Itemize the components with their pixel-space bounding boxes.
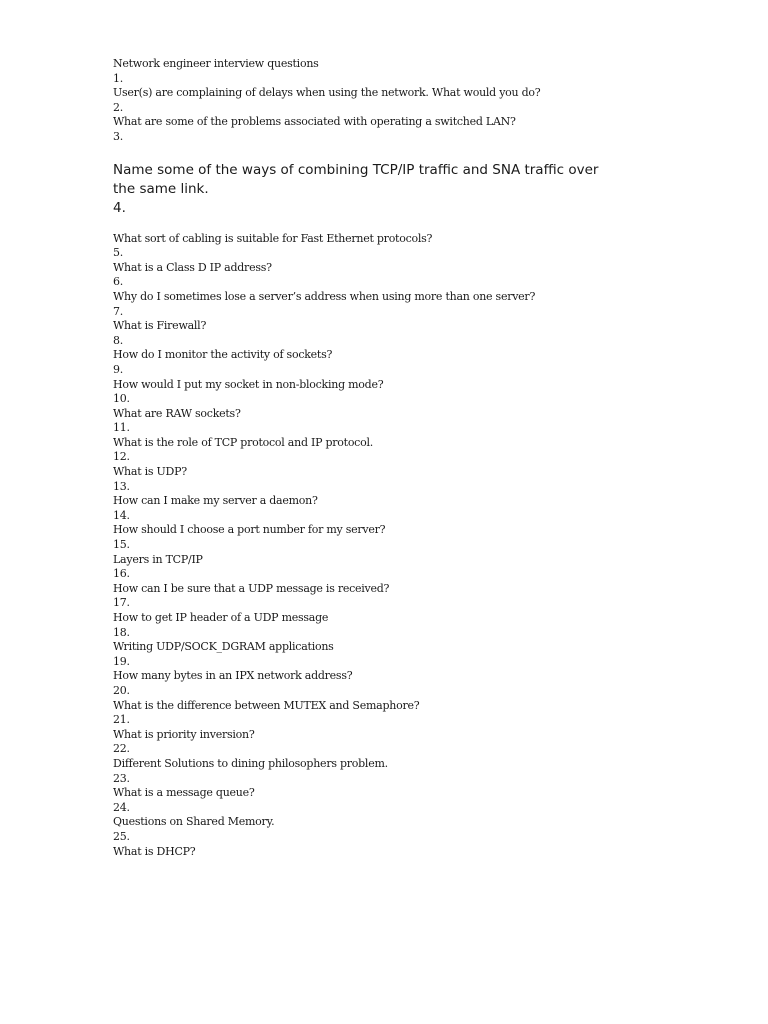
question-text: What is UDP?: [113, 465, 187, 479]
question-text: How should I choose a port number for my server?: [113, 523, 386, 537]
question-text: Why do I sometimes lose a server’s address when using more than one server?: [113, 289, 536, 303]
question-number: 11.: [113, 421, 130, 435]
question-text: Writing UDP/SOCK_DGRAM applications: [113, 640, 334, 654]
question-number: 13.: [113, 479, 130, 493]
question-text: User(s) are complaining of delays when using the network. What would you do?: [113, 86, 541, 100]
question-number: 10.: [113, 392, 130, 406]
question-text: What is a Class D IP address?: [113, 260, 272, 274]
question-number: 8.: [113, 333, 123, 347]
question-number: 22.: [113, 742, 130, 756]
question-number: 19.: [113, 654, 130, 668]
question-text: How can I make my server a daemon?: [113, 494, 318, 508]
document-title: Network engineer interview questions: [113, 57, 319, 70]
question-number: 1.: [113, 71, 123, 85]
highlighted-next-number: 4.: [113, 199, 126, 216]
question-text: What is a message queue?: [113, 786, 255, 800]
question-text: How would I put my socket in non-blocking mode?: [113, 377, 384, 391]
question-text: What is priority inversion?: [113, 727, 255, 741]
question-text: How to get IP header of a UDP message: [113, 611, 329, 624]
question-text: Different Solutions to dining philosophers problem.: [113, 756, 388, 770]
question-number: 16.: [113, 567, 130, 581]
highlighted-question: [113, 161, 733, 218]
question-number: 17.: [113, 596, 130, 610]
question-text: What are some of the problems associated with operating a switched LAN?: [113, 115, 516, 129]
question-text: Layers in TCP/IP: [113, 552, 203, 566]
question-number: 25.: [113, 829, 130, 843]
question-number: 12.: [113, 450, 130, 464]
question-text: Questions on Shared Memory.: [113, 815, 275, 829]
question-text: How many bytes in an IPX network address?: [113, 669, 353, 683]
question-text: How do I monitor the activity of sockets?: [113, 348, 333, 362]
highlighted-question-text: Name some of the ways of combining TCP/IP traffic and SNA traffic over the same link.: [113, 161, 599, 197]
question-number: 15.: [113, 538, 130, 552]
question-number: 14.: [113, 508, 130, 522]
question-number: 9.: [113, 362, 123, 376]
question-number: 24.: [113, 800, 130, 814]
question-number: 21.: [113, 713, 130, 727]
question-number: 18.: [113, 625, 130, 639]
question-number: 5.: [113, 246, 123, 260]
question-text: What is DHCP?: [113, 844, 196, 858]
question-text: What is the difference between MUTEX and Semaphore?: [113, 698, 420, 712]
question-text: What are RAW sockets?: [113, 406, 241, 420]
question-number: 23.: [113, 771, 130, 785]
question-list-top: [113, 72, 733, 145]
question-text: What is the role of TCP protocol and IP protocol.: [113, 435, 373, 449]
question-text: What is Firewall?: [113, 319, 207, 333]
question-number: 3.: [113, 129, 123, 143]
question-text: How can I be sure that a UDP message is received?: [113, 581, 390, 595]
question-number: 20.: [113, 683, 130, 697]
document-page: [113, 57, 733, 859]
question-number: 7.: [113, 304, 123, 318]
question-text: What sort of cabling is suitable for Fast Ethernet protocols?: [113, 231, 433, 245]
question-number: 6.: [113, 275, 123, 289]
question-list-bottom: [113, 246, 733, 859]
question-number: 2.: [113, 100, 123, 114]
